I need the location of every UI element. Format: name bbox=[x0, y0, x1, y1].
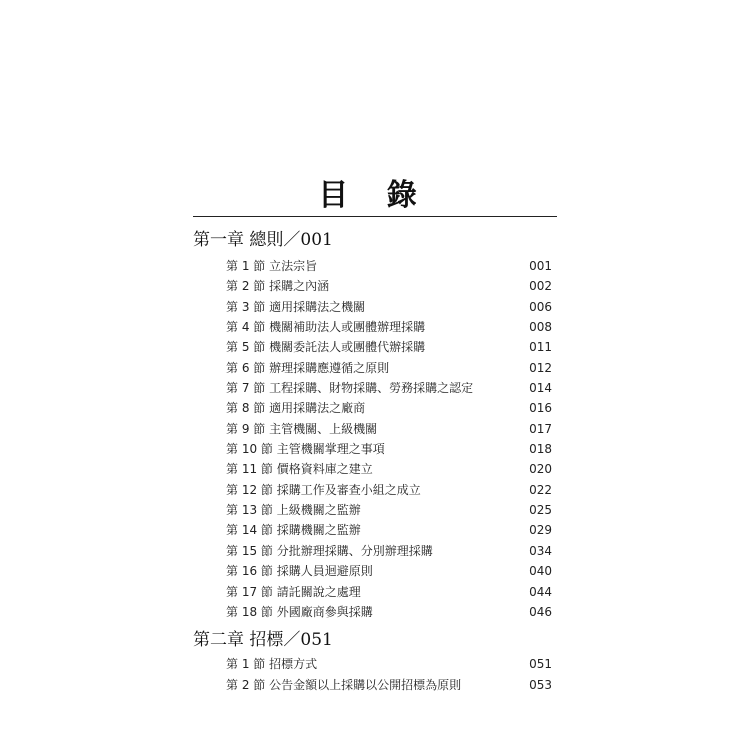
page-number: 044 bbox=[529, 585, 552, 599]
toc-entry bbox=[226, 655, 552, 673]
section-label: 第 12 節 採購工作及審查小組之成立 bbox=[226, 483, 421, 497]
page-number: 046 bbox=[529, 605, 552, 619]
page-number: 029 bbox=[529, 523, 552, 537]
section-label: 第 2 節 採購之內涵 bbox=[226, 279, 330, 293]
section-label: 第 13 節 上級機關之監辦 bbox=[226, 503, 361, 517]
section-label: 第 11 節 價格資料庫之建立 bbox=[226, 462, 373, 476]
toc-entry bbox=[226, 562, 552, 580]
page-number: 022 bbox=[529, 483, 552, 497]
page-number: 012 bbox=[529, 361, 552, 375]
page-number: 017 bbox=[529, 422, 552, 436]
page-number: 014 bbox=[529, 381, 552, 395]
toc-entry bbox=[226, 379, 552, 397]
page-number: 016 bbox=[529, 401, 552, 415]
section-label: 第 4 節 機關補助法人或團體辦理採購 bbox=[226, 320, 426, 334]
toc-entry bbox=[226, 542, 552, 560]
section-label: 第 7 節 工程採購、財物採購、勞務採購之認定 bbox=[226, 381, 474, 395]
toc-entry bbox=[226, 277, 552, 295]
toc-entry bbox=[226, 676, 552, 694]
toc-entry bbox=[226, 298, 552, 316]
section-label: 第 17 節 請託關說之處理 bbox=[226, 585, 361, 599]
title-underline bbox=[193, 216, 557, 217]
toc-entry bbox=[226, 338, 552, 356]
page-number: 040 bbox=[529, 564, 552, 578]
section-label: 第 2 節 公告金額以上採購以公開招標為原則 bbox=[226, 678, 462, 692]
section-label: 第 3 節 適用採購法之機關 bbox=[226, 300, 366, 314]
section-label: 第 16 節 採購人員迴避原則 bbox=[226, 564, 373, 578]
section-label: 第 1 節 立法宗旨 bbox=[226, 259, 318, 273]
section-label: 第 1 節 招標方式 bbox=[226, 657, 318, 671]
page-number: 020 bbox=[529, 462, 552, 476]
page-number: 011 bbox=[529, 340, 552, 354]
toc-entry bbox=[226, 420, 552, 438]
toc-entry bbox=[226, 359, 552, 377]
page-number: 034 bbox=[529, 544, 552, 558]
section-label: 第 15 節 分批辦理採購、分別辦理採購 bbox=[226, 544, 433, 558]
page-number: 053 bbox=[529, 678, 552, 692]
page-number: 006 bbox=[529, 300, 552, 314]
page-number: 008 bbox=[529, 320, 552, 334]
page-number: 002 bbox=[529, 279, 552, 293]
section-label: 第 14 節 採購機關之監辦 bbox=[226, 523, 361, 537]
section-label: 第 5 節 機關委託法人或團體代辦採購 bbox=[226, 340, 426, 354]
section-label: 第 10 節 主管機關掌理之事項 bbox=[226, 442, 385, 456]
chapter-heading: 第二章 招標／051 bbox=[193, 630, 333, 650]
toc-entry bbox=[226, 257, 552, 275]
toc-entry bbox=[226, 521, 552, 539]
toc-entry bbox=[226, 399, 552, 417]
section-label: 第 9 節 主管機關、上級機關 bbox=[226, 422, 378, 436]
section-label: 第 18 節 外國廠商參與採購 bbox=[226, 605, 373, 619]
chapter-heading: 第一章 總則／001 bbox=[193, 230, 333, 250]
section-label: 第 8 節 適用採購法之廠商 bbox=[226, 401, 366, 415]
page-number: 051 bbox=[529, 657, 552, 671]
page-number: 018 bbox=[529, 442, 552, 456]
toc-entry bbox=[226, 318, 552, 336]
toc-entry bbox=[226, 501, 552, 519]
toc-title: 目 錄 bbox=[318, 178, 431, 213]
toc-entry bbox=[226, 603, 552, 621]
page-number: 001 bbox=[529, 259, 552, 273]
toc-entry bbox=[226, 440, 552, 458]
toc-entry bbox=[226, 460, 552, 478]
section-label: 第 6 節 辦理採購應遵循之原則 bbox=[226, 361, 390, 375]
toc-entry bbox=[226, 481, 552, 499]
toc-entry bbox=[226, 583, 552, 601]
page-number: 025 bbox=[529, 503, 552, 517]
